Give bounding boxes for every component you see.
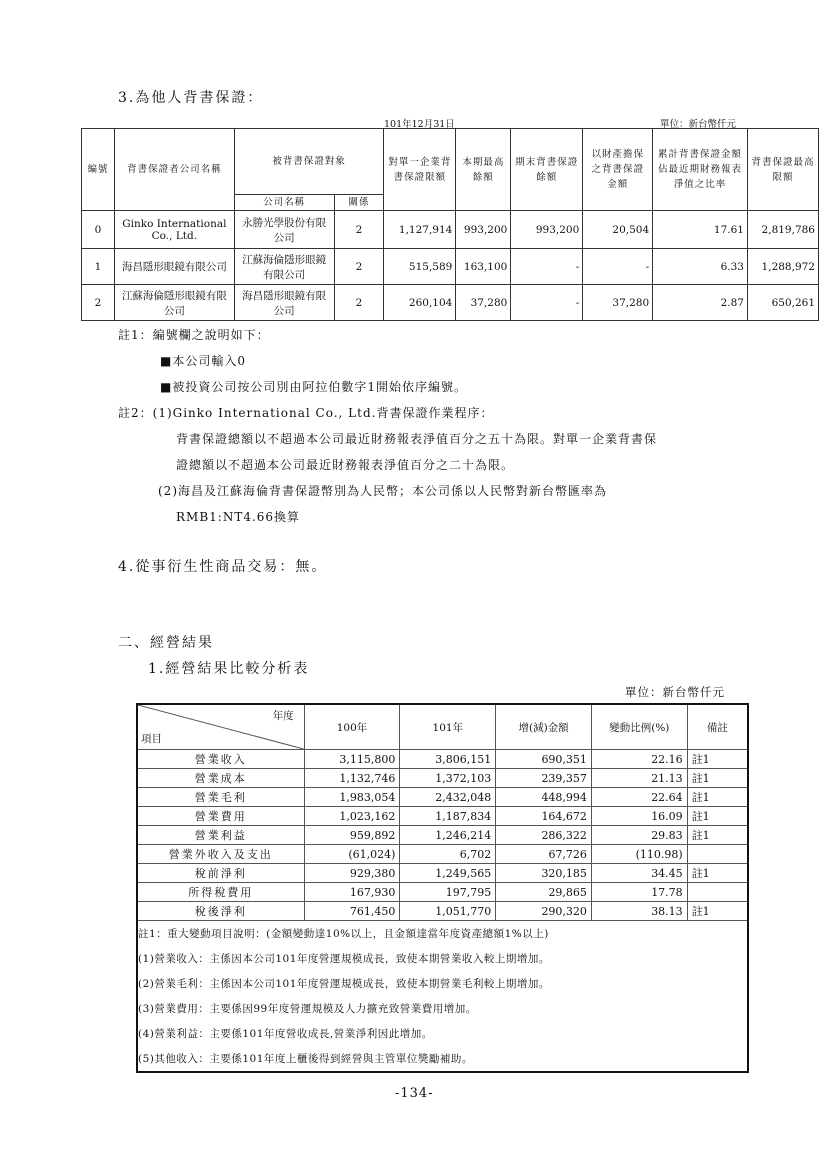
table-row [82, 211, 819, 249]
cell-collateral: 37,280 [583, 285, 653, 321]
header-change: 增(減)金額 [496, 704, 592, 750]
cell-max-balance: 163,100 [456, 249, 511, 285]
cell-remark: 註1 [687, 902, 748, 921]
header-target-company: 公司名稱 [234, 195, 334, 211]
cell-pct: 38.13 [591, 902, 687, 921]
cell-change: 286,322 [496, 826, 592, 845]
unit-label: 單位：新台幣仟元 [660, 119, 737, 130]
header-ratio: 累計背書保證金額佔最近期財務報表淨值之比率 [653, 129, 748, 211]
cell-pct: 17.78 [591, 883, 687, 902]
cell-relation: 2 [334, 285, 384, 321]
note-2: 註2：(1)Ginko International Co., Ltd.背書保證作業程序： [118, 406, 494, 420]
cell-y101: 1,372,103 [400, 769, 496, 788]
unit-label-2: 單位：新台幣仟元 [625, 685, 725, 699]
table-row [82, 285, 819, 321]
date-label: 101年12月31日 [384, 119, 455, 130]
note-1b: ■被投資公司按公司別由阿拉伯數字1開始依序編號。 [160, 380, 467, 394]
cell-max-balance: 37,280 [456, 285, 511, 321]
cell-max-limit: 650,261 [747, 285, 818, 321]
cell-y101: 6,702 [400, 845, 496, 864]
cell-change: 690,351 [496, 750, 592, 769]
cell-item: 營業利益 [137, 826, 304, 845]
cell-guarantor: 江蘇海倫隱形眼鏡有限公司 [114, 285, 234, 321]
header-remark: 備註 [687, 704, 748, 750]
cell-target-company: 海昌隱形眼鏡有限公司 [234, 285, 334, 321]
cell-change: 239,357 [496, 769, 592, 788]
table-row [137, 883, 748, 902]
table-note: 註1：重大變動項目說明：(金額變動達10%以上，且金額達當年度資產總額1%以上) [137, 921, 748, 947]
cell-y101: 3,806,151 [400, 750, 496, 769]
cell-max-balance: 993,200 [456, 211, 511, 249]
cell-limit-single: 515,589 [384, 249, 456, 285]
cell-item: 營業收入 [137, 750, 304, 769]
cell-ending-balance: - [511, 249, 583, 285]
note-2b-line2: RMB1:NT4.66換算 [176, 510, 301, 524]
table-row [137, 902, 748, 921]
header-item: 項目 [141, 733, 162, 745]
cell-remark [687, 883, 748, 902]
table-row [82, 249, 819, 285]
table-row [137, 807, 748, 826]
cell-ratio: 2.87 [653, 285, 748, 321]
header-target-relation: 關係 [334, 195, 384, 211]
note-1a: ■本公司輸入0 [160, 354, 246, 368]
header-guarantor: 背書保證者公司名稱 [114, 129, 234, 211]
guarantee-table [81, 128, 819, 321]
cell-y100: 167,930 [304, 883, 400, 902]
results-table [136, 703, 749, 1073]
cell-item: 營業費用 [137, 807, 304, 826]
cell-change: 67,726 [496, 845, 592, 864]
cell-limit-single: 260,104 [384, 285, 456, 321]
table-row [137, 864, 748, 883]
header-y101: 101年 [400, 704, 496, 750]
header-y100: 100年 [304, 704, 400, 750]
table-note: (4)營業利益：主要係101年度營收成長,營業淨利因此增加。 [137, 1021, 748, 1046]
cell-pct: 22.16 [591, 750, 687, 769]
cell-max-limit: 1,288,972 [747, 249, 818, 285]
cell-pct: 21.13 [591, 769, 687, 788]
cell-item: 營業外收入及支出 [137, 845, 304, 864]
cell-limit-single: 1,127,914 [384, 211, 456, 249]
cell-change: 29,865 [496, 883, 592, 902]
cell-item: 所得稅費用 [137, 883, 304, 902]
cell-pct: 16.09 [591, 807, 687, 826]
cell-ratio: 6.33 [653, 249, 748, 285]
cell-change: 290,320 [496, 902, 592, 921]
cell-y100: 1,023,162 [304, 807, 400, 826]
table-note: (5)其他收入：主要係101年度上櫃後得到經營與主管單位獎勵補助。 [137, 1046, 748, 1072]
section-4-title: 4.從事衍生性商品交易：無。 [118, 559, 328, 575]
cell-y100: 959,892 [304, 826, 400, 845]
cell-pct: (110.98) [591, 845, 687, 864]
cell-remark: 註1 [687, 788, 748, 807]
cell-y101: 1,249,565 [400, 864, 496, 883]
cell-y100: 1,983,054 [304, 788, 400, 807]
cell-y100: 761,450 [304, 902, 400, 921]
table-note: (2)營業毛利：主係因本公司101年度營運規模成長，致使本期營業毛利較上期增加。 [137, 971, 748, 996]
cell-item: 營業毛利 [137, 788, 304, 807]
section-2-title: 二、經營結果 [118, 635, 214, 651]
cell-max-limit: 2,819,786 [747, 211, 818, 249]
page-number: -134- [395, 1086, 434, 1101]
cell-guarantor: Ginko International Co., Ltd. [114, 211, 234, 249]
header-ending-balance: 期末背書保證餘額 [511, 129, 583, 211]
header-year: 年度 [272, 710, 294, 722]
cell-no: 1 [82, 249, 115, 285]
table-row [137, 788, 748, 807]
cell-ratio: 17.61 [653, 211, 748, 249]
cell-change: 164,672 [496, 807, 592, 826]
header-pct: 變動比例(%) [591, 704, 687, 750]
cell-collateral: - [583, 249, 653, 285]
cell-guarantor: 海昌隱形眼鏡有限公司 [114, 249, 234, 285]
cell-target-company: 江蘇海倫隱形眼鏡有限公司 [234, 249, 334, 285]
cell-ending-balance: 993,200 [511, 211, 583, 249]
cell-target-company: 永勝光學股份有限公司 [234, 211, 334, 249]
cell-pct: 29.83 [591, 826, 687, 845]
header-limit-single: 對單一企業背書保證限額 [384, 129, 456, 211]
cell-y100: 929,380 [304, 864, 400, 883]
note-1: 註1：編號欄之說明如下： [118, 328, 270, 342]
table-row [137, 845, 748, 864]
cell-collateral: 20,504 [583, 211, 653, 249]
cell-y101: 1,187,834 [400, 807, 496, 826]
cell-y101: 1,246,214 [400, 826, 496, 845]
cell-y101: 2,432,048 [400, 788, 496, 807]
header-max-limit: 背書保證最高限額 [747, 129, 818, 211]
header-target: 被背書保證對象 [234, 129, 384, 195]
header-no: 編號 [82, 129, 115, 211]
header-collateral: 以財產擔保之背書保證金額 [583, 129, 653, 211]
table-note: (3)營業費用：主要係因99年度營運規模及人力擴充致營業費用增加。 [137, 996, 748, 1021]
cell-y101: 197,795 [400, 883, 496, 902]
cell-y100: 1,132,746 [304, 769, 400, 788]
cell-relation: 2 [334, 211, 384, 249]
cell-pct: 34.45 [591, 864, 687, 883]
cell-pct: 22.64 [591, 788, 687, 807]
cell-remark: 註1 [687, 769, 748, 788]
section-title: 3.為他人背書保證： [118, 90, 264, 106]
note-2a-line1: 背書保證總額以不超過本公司最近財務報表淨值百分之五十為限。對單一企業背書保 [176, 432, 658, 446]
cell-y101: 1,051,770 [400, 902, 496, 921]
cell-remark: 註1 [687, 750, 748, 769]
cell-remark: 註1 [687, 826, 748, 845]
cell-item: 稅後淨利 [137, 902, 304, 921]
cell-y100: (61,024) [304, 845, 400, 864]
cell-remark [687, 845, 748, 864]
table-row [137, 769, 748, 788]
header-year-item [137, 704, 304, 750]
header-max-balance: 本期最高餘額 [456, 129, 511, 211]
cell-y100: 3,115,800 [304, 750, 400, 769]
table-row [137, 826, 748, 845]
table-note: (1)營業收入：主係因本公司101年度營運規模成長，致使本期營業收入較上期增加。 [137, 946, 748, 971]
cell-item: 營業成本 [137, 769, 304, 788]
cell-remark: 註1 [687, 864, 748, 883]
cell-remark: 註1 [687, 807, 748, 826]
table-row [137, 750, 748, 769]
cell-item: 稅前淨利 [137, 864, 304, 883]
cell-change: 448,994 [496, 788, 592, 807]
cell-relation: 2 [334, 249, 384, 285]
note-2a-line2: 證總額以不超過本公司最近財務報表淨值百分之二十為限。 [176, 458, 515, 472]
cell-ending-balance: - [511, 285, 583, 321]
cell-no: 2 [82, 285, 115, 321]
cell-no: 0 [82, 211, 115, 249]
section-2-subtitle: 1.經營結果比較分析表 [148, 661, 310, 677]
cell-change: 320,185 [496, 864, 592, 883]
note-2b-line1: (2)海昌及江蘇海倫背書保證幣別為人民幣；本公司係以人民幣對新台幣匯率為 [158, 484, 608, 498]
